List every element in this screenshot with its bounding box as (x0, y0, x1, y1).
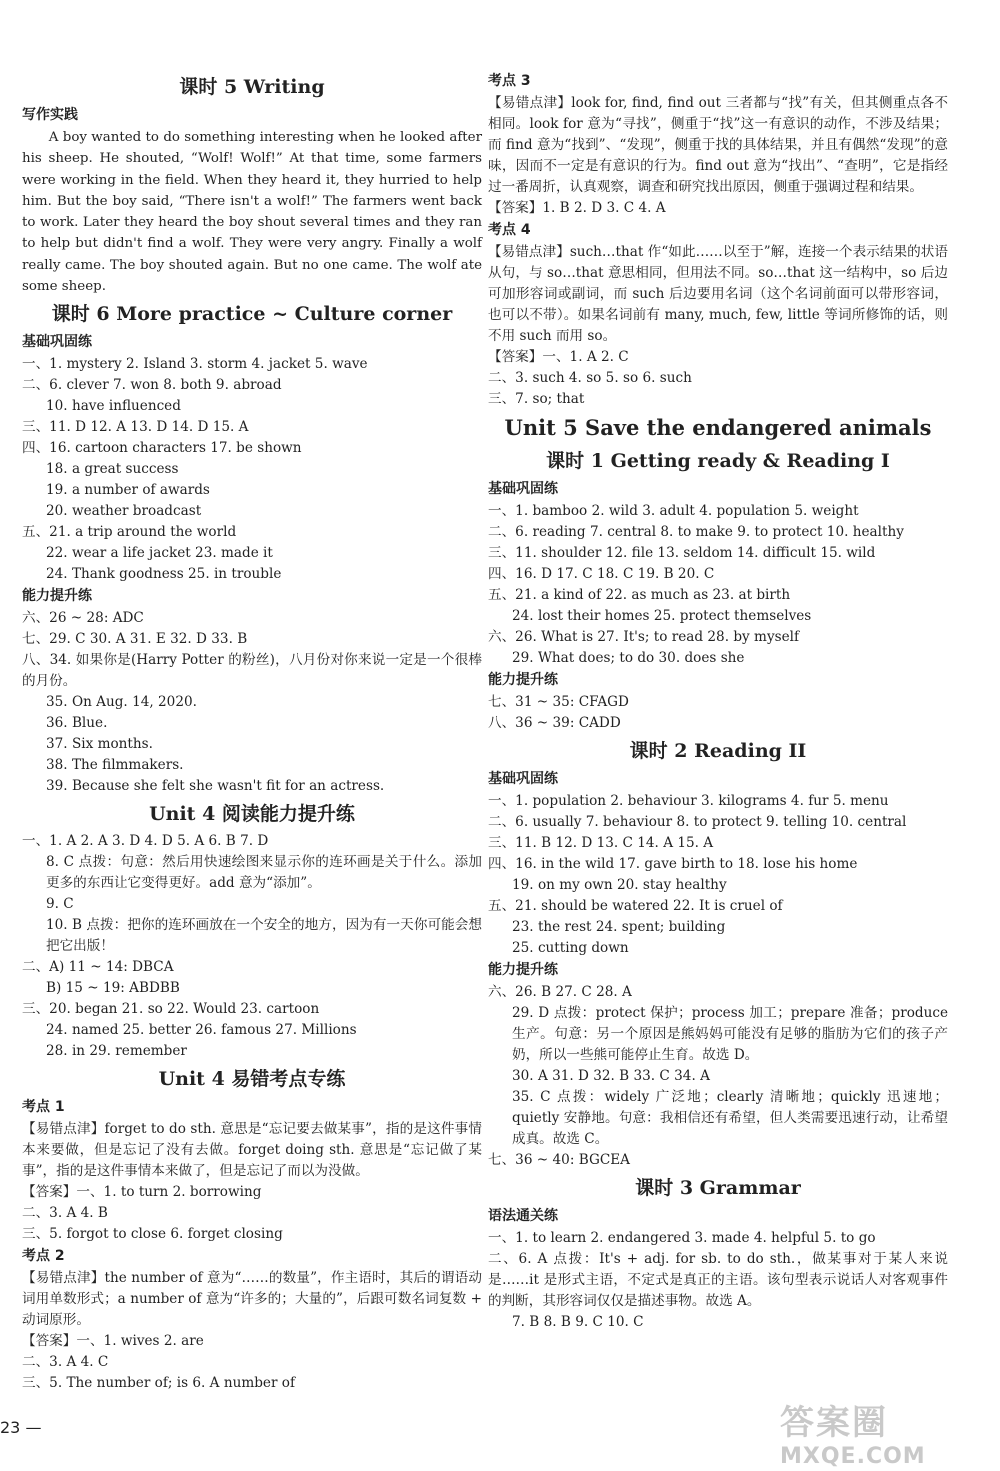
answer-line: 四、16. cartoon characters 17. be shown (22, 440, 302, 457)
answer-line: 【答案】一、1. to turn 2. borrowing (22, 1184, 262, 1201)
answer-line: 三、5. The number of; is 6. A number of (22, 1375, 296, 1392)
answer-line: 10. have influenced (46, 398, 181, 415)
answer-line: 35. C 点拨：widely 广泛地；clearly 清晰地；quickly 迅速地；quietly 安静地。句意：我相信还有希望，但人类需要迅速行动，让希望成真。故选 C。 (512, 1089, 948, 1147)
answer-line: 八、34. 如果你是(Harry Potter 的粉丝)，八月份对你来说一定是一个很棒的月份。 (22, 652, 482, 690)
answer-line: 23. the rest 24. spent; building (512, 919, 726, 935)
answer-line: 18. a great success (46, 461, 179, 478)
answer-line: 9. C (46, 896, 74, 913)
answer-line: 二、6. A 点拨：It's + adj. for sb. to do sth.，做某事对于某人来说是……it 是形式主语，不定式是真正的主语。该句型表示说话人对客观事件的判断，其形容词仅仅是描述事物。故选 A。 (488, 1251, 948, 1309)
answer-line: 19. on my own 20. stay healthy (512, 877, 727, 893)
answer-line: 一、1. A 2. A 3. D 4. D 5. A 6. B 7. D (22, 833, 269, 850)
answer-line: 10. B 点拨：把你的连环画放在一个安全的地方，因为有一天你可能会想把它出版！ (46, 917, 482, 955)
answer-line: 22. wear a life jacket 23. made it (46, 545, 273, 562)
watermark-text: 答案圈 (780, 1403, 888, 1443)
answer-line: 五、21. a trip around the world (22, 524, 237, 541)
watermark-url: MXQE.COM (780, 1444, 926, 1469)
section-ability: 能力提升练 (488, 962, 558, 978)
kaodian-4: 考点 4 (488, 222, 531, 238)
answer-line: 24. Thank goodness 25. in trouble (46, 566, 282, 583)
answer-line: 8. C 点拨：句意：然后用快速绘图来显示你的连环画是关于什么。添加更多的东西让它变得更好。add 意为“添加”。 (46, 854, 482, 892)
answer-line: 二、3. such 4. so 5. so 6. such (488, 370, 692, 386)
answer-line: 35. On Aug. 14, 2020. (46, 694, 197, 711)
answer-line: 二、6. reading 7. central 8. to make 9. to protect 10. healthy (488, 524, 904, 540)
answer-line: 二、3. A 4. C (22, 1354, 109, 1371)
lesson3-title: 课时 3 Grammar (635, 1177, 801, 1199)
unit5-title: Unit 5 Save the endangered animals (504, 415, 932, 440)
section-basic: 基础巩固练 (22, 334, 92, 351)
answer-line: 五、21. a kind of 22. as much as 23. at birth (488, 587, 791, 603)
answer-line: 19. a number of awards (46, 482, 210, 499)
answer-line: 36. Blue. (46, 715, 108, 732)
answer-line: 二、3. A 4. B (22, 1205, 108, 1222)
answer-line: 三、11. B 12. D 13. C 14. A 15. A (488, 835, 714, 851)
answer-line: 六、26 ~ 28: ADC (22, 610, 144, 627)
answer-line: 38. The filmmakers. (46, 757, 184, 774)
lesson1-title: 课时 1 Getting ready & Reading I (546, 450, 890, 472)
answer-line: 三、11. shoulder 12. file 13. seldom 14. difficult 15. wild (488, 545, 876, 561)
answer-line: 29. What does; to do 30. does she (512, 650, 745, 666)
answer-line: 三、5. forgot to close 6. forget closing (22, 1226, 283, 1243)
section-basic: 基础巩固练 (488, 481, 558, 497)
answer-line: 三、11. D 12. A 13. D 14. D 15. A (22, 419, 249, 436)
answer-line: 29. D 点拨：protect 保护；process 加工；prepare 准备；produce 生产。句意：另一个原因是熊妈妈可能没有足够的脂肪为它们的孩子产奶，所以一些熊可能停止生育。故选 D。 (512, 1005, 948, 1063)
section-basic: 基础巩固练 (488, 771, 558, 787)
section-ability: 能力提升练 (22, 588, 92, 605)
kaodian-1: 考点 1 (22, 1099, 65, 1116)
answer-line: B) 15 ~ 19: ABDBB (46, 980, 180, 997)
answer-line: 24. lost their homes 25. protect themselves (512, 608, 812, 624)
tip-paragraph: 【易错点津】the number of 意为“……的数量”，作主语时，其后的谓语动词用单数形式；a number of 意为“许多的；大量的”，后跟可数名词复数 + 动词原形。 (22, 1270, 482, 1329)
answer-line: 39. Because she felt she wasn't fit for an actress. (46, 778, 385, 795)
lesson2-title: 课时 2 Reading II (629, 740, 807, 762)
section-grammar: 语法通关练 (488, 1208, 558, 1224)
answer-line: 四、16. D 17. C 18. C 19. B 20. C (488, 566, 715, 582)
answer-line: 20. weather broadcast (46, 503, 202, 520)
answer-line: 【答案】一、1. wives 2. are (22, 1333, 204, 1350)
answer-line: 五、21. should be watered 22. It is cruel of (488, 898, 783, 914)
answer-line: 六、26. B 27. C 28. A (488, 984, 632, 1000)
answer-line: 24. named 25. better 26. famous 27. Millions (46, 1022, 357, 1039)
left-column (22, 70, 482, 1394)
answer-line: 一、1. mystery 2. Island 3. storm 4. jacket 5. wave (22, 356, 368, 373)
section-ability: 能力提升练 (488, 672, 558, 688)
answer-line: 七、29. C 30. A 31. E 32. D 33. B (22, 631, 248, 648)
answer-line: 7. B 8. B 9. C 10. C (512, 1314, 644, 1330)
answer-line: 【答案】一、1. A 2. C (488, 349, 629, 365)
tip-paragraph: 【易错点津】look for, find, find out 三者都与“找”有关，但其侧重点各不相同。look for 意为“寻找”，侧重于“找”这一有意识的动作，不涉及结果；而 find 意为“找到”、“发现”，侧重于找的具体结果，并且有偶然“发现”的意味，因而不一定是有意识的行为。find out 意为“找出”、“查明”，它是指经过一番周折，认真观察，调查和研究找出原因，侧重于强调过程和结果。 (488, 95, 948, 195)
answer-line: 一、1. to learn 2. endangered 3. made 4. helpful 5. to go (488, 1230, 876, 1246)
answer-line: 二、6. usually 7. behaviour 8. to protect 9. telling 10. central (488, 814, 907, 830)
answer-line: 三、20. began 21. so 22. Would 23. cartoon (22, 1001, 320, 1018)
kaodian-2: 考点 2 (22, 1248, 65, 1265)
lesson6-title: 课时 6 More practice ~ Culture corner (51, 303, 453, 326)
answer-line: 七、31 ~ 35: CFAGD (488, 694, 629, 710)
answer-line: 四、16. in the wild 17. gave birth to 18. lose his home (488, 856, 858, 872)
answer-line: 二、A) 11 ~ 14: DBCA (22, 959, 174, 976)
answer-line: 【答案】1. B 2. D 3. C 4. A (488, 200, 666, 216)
unit4-reading-title: Unit 4 阅读能力提升练 (149, 803, 355, 826)
answer-line: 八、36 ~ 39: CADD (488, 715, 621, 731)
answer-line: 30. A 31. D 32. B 33. C 34. A (512, 1068, 710, 1084)
page-number: 23 — (0, 1418, 42, 1437)
right-column (488, 70, 948, 1333)
tip-paragraph: 【易错点津】such…that 作“如此……以至于”解，连接一个表示结果的状语从句，与 so…that 意思相同，但用法不同。so…that 这一结构中，so 后边可加形容词或副词，而 such 后边要用名词（这个名词前面可以带形容词，也可以不带）。如果名词前有 many, much, few, little 等词所修饰的话，则不用 such 而用 so。 (488, 244, 948, 344)
section-writing-practice: 写作实践 (22, 107, 78, 123)
lesson5-title: 课时 5 Writing (179, 76, 325, 98)
answer-line: 一、1. bamboo 2. wild 3. adult 4. population 5. weight (488, 503, 859, 519)
answer-line: 37. Six months. (46, 736, 153, 753)
answer-line: 一、1. population 2. behaviour 3. kilograms 4. fur 5. menu (488, 793, 889, 809)
answer-line: 28. in 29. remember (46, 1043, 187, 1060)
kaodian-3: 考点 3 (488, 73, 531, 89)
writing-paragraph: A boy wanted to do something interesting when he looked after his sheep. He shouted, “Wolf! Wolf!” At that time, some farmers were working in the field. When they heard it, they hurried to help him. But the boy said, “There isn't a wolf!” The farmers went back to work. Later they heard the boy shout several times and they ran to help but didn't find a wolf. They were very angry. Finally a wolf really came. The boy shouted again. But no one came. The wolf ate some sheep. (22, 130, 482, 295)
tip-paragraph: 【易错点津】forget to do sth. 意思是“忘记要去做某事”，指的是这件事情本来要做，但是忘记了没有去做。forget doing sth. 意思是“忘记做了某事”，指的是这件事情本来做了，但是忘记了而以为没做。 (22, 1121, 482, 1180)
answer-line: 六、26. What is 27. It's; to read 28. by myself (488, 629, 800, 645)
answer-line: 七、36 ~ 40: BGCEA (488, 1152, 630, 1168)
answer-line: 二、6. clever 7. won 8. both 9. abroad (22, 377, 282, 394)
watermark-logo (780, 1395, 990, 1469)
unit4-errors-title: Unit 4 易错考点专练 (158, 1068, 346, 1091)
answer-line: 三、7. so; that (488, 391, 585, 407)
answer-line: 25. cutting down (512, 940, 629, 956)
